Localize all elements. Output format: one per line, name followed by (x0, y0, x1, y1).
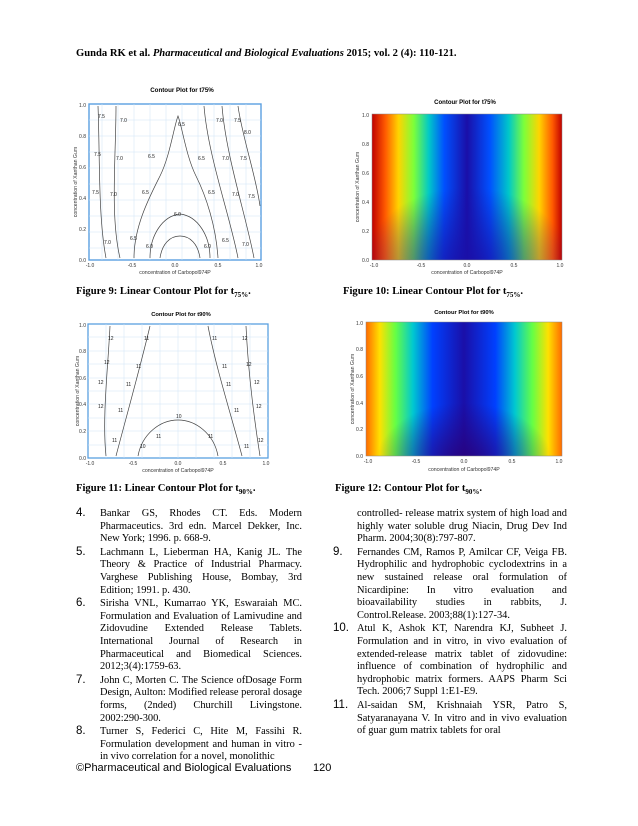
contour-label: 6.5 (130, 236, 137, 242)
y-tick-label: 1.0 (79, 323, 86, 329)
y-tick-label: 0.0 (362, 258, 369, 264)
caption-subscript: 90% (465, 488, 480, 497)
x-tick-label: 0.5 (219, 461, 227, 467)
x-tick-label: -1.0 (369, 263, 379, 269)
x-tick-label: 0.0 (460, 459, 468, 465)
caption-text: Figure 11: Linear Contour Plot for t (76, 483, 239, 494)
reference-number: 10. (333, 622, 349, 635)
figure-12-xlabel: concentration of Carbopol974P (428, 467, 500, 473)
references-left-column (76, 508, 302, 765)
reference-text: Bankar GS, Rhodes CT. Eds. Modern Pharmaceutics. 3rd edn. Marcel Dekker, Inc. New York; 1996. p. 668-9. (100, 508, 302, 545)
contour-label: 7.5 (92, 190, 99, 196)
figure-9-caption (76, 286, 251, 299)
page-number: 120 (313, 762, 332, 774)
contour-label: 12 (258, 438, 264, 444)
figure-11-title: Contour Plot for t90% (151, 312, 211, 318)
contour-label: 11 (244, 444, 250, 450)
figure-9-title: Contour Plot for t75% (150, 87, 214, 94)
contour-label: 12 (242, 336, 248, 342)
footer-copyright: ©Pharmaceutical and Biological Evaluations (76, 762, 292, 774)
x-tick-label: 1.0 (555, 459, 563, 465)
contour-label: 6.5 (208, 190, 215, 196)
caption-subscript: 90% (238, 488, 253, 497)
contour-label: 12 (98, 404, 104, 410)
x-tick-label: 0.0 (463, 263, 471, 269)
reference-text: Sirisha VNL, Kumarrao YK, Eswaraiah MC. Formulation and Evaluation of Lamivudine and Zidovudine Extended Release Tablets. International Journal of Research in Pharmaceutical and Biomedical Sciences. 2012;3(4):1759-63. (100, 598, 302, 673)
figure-9-xlabel: concentration of Carbopol974P (139, 270, 211, 276)
contour-label: 6.5 (148, 154, 155, 160)
contour-label: 6.0 (204, 244, 211, 250)
contour-label: 12 (108, 336, 114, 342)
reference-text: Fernandes CM, Ramos P, Amilcar CF, Veiga FB. Hydrophilic and hydrophobic cyclodextrins in a new sustained release oral formulation of Nicardipine: In vitro evaluation and bioavailability studies in rabbits, J. Control.Release. 2003;88(1):127-34. (357, 546, 567, 621)
figure-10-plot (350, 92, 570, 278)
y-tick-label: 0.4 (79, 196, 86, 202)
contour-label: 7.0 (120, 118, 127, 124)
contour-label: 11 (136, 364, 142, 370)
reference-8-continued (333, 508, 567, 546)
figure-10-ylabel: concentration of Xanthan Gum (355, 151, 361, 223)
y-tick-label: 0.0 (356, 454, 363, 460)
header-authors: Gunda RK et al. (76, 48, 151, 59)
header-issue: 2015; vol. 2 (4): 110-121. (346, 48, 457, 59)
contour-label: 11 (112, 438, 118, 444)
reference-5 (76, 547, 302, 597)
y-tick-label: 0.6 (79, 165, 86, 171)
y-tick-label: 0.8 (362, 142, 369, 148)
figure-10-title: Contour Plot for t75% (434, 100, 496, 106)
figure-12-caption (335, 483, 482, 496)
reference-11 (333, 700, 567, 738)
y-tick-label: 0.8 (356, 347, 363, 353)
contour-label: 7.0 (232, 192, 239, 198)
contour-label: 6.0 (174, 212, 181, 218)
contour-label: 7.5 (234, 118, 241, 124)
contour-label: 6.0 (146, 244, 153, 250)
contour-label: 7.0 (110, 192, 117, 198)
y-tick-label: 1.0 (79, 103, 86, 109)
contour-label: 11 (208, 434, 214, 440)
contour-label: 11 (222, 364, 228, 370)
figure-12-title: Contour Plot for t90% (434, 310, 494, 316)
y-tick-label: 0.6 (79, 376, 86, 382)
contour-label: 7.0 (242, 242, 249, 248)
y-tick-label: 0.8 (79, 349, 86, 355)
x-tick-label: -0.5 (128, 461, 138, 467)
contour-label: 7.0 (216, 118, 223, 124)
y-tick-label: 1.0 (362, 113, 369, 119)
figure-10-yticks (362, 113, 369, 264)
reference-4 (76, 508, 302, 546)
caption-subscript: 75% (506, 291, 521, 300)
x-tick-label: -0.5 (416, 263, 426, 269)
contour-label: 7.5 (94, 152, 101, 158)
figure-12-shade (366, 322, 562, 456)
figure-11-caption (76, 483, 255, 496)
caption-suffix: . (252, 483, 256, 494)
contour-label: 11 (226, 382, 232, 388)
running-header (76, 48, 457, 59)
contour-label: 12 (98, 380, 104, 386)
figure-10-shade (372, 114, 562, 260)
contour-label: 11 (234, 408, 240, 414)
reference-number: 5. (76, 545, 86, 558)
figure-12-xticks (364, 459, 563, 465)
caption-text: Figure 10: Linear Contour Plot for t (343, 286, 507, 297)
figure-10-xlabel: concentration of Carbopol974P (431, 270, 503, 276)
contour-label: 6.5 (198, 156, 205, 162)
figure-12-ylabel: concentration of Xanthan Gum (350, 353, 356, 425)
x-tick-label: -0.5 (411, 459, 421, 465)
header-journal: Pharmaceutical and Biological Evaluations (152, 48, 344, 59)
caption-text: Figure 12: Contour Plot for t (335, 483, 466, 494)
figure-10-xticks (370, 263, 564, 269)
contour-label: 8.0 (244, 130, 251, 136)
reference-7 (76, 675, 302, 725)
figure-9-plot (70, 76, 280, 276)
caption-text: Figure 9: Linear Contour Plot for t (76, 286, 235, 297)
contour-label: 6.5 (178, 122, 185, 128)
x-tick-label: 0.5 (510, 263, 518, 269)
x-tick-label: 0.0 (171, 263, 179, 269)
x-tick-label: -1.0 (85, 263, 95, 269)
x-tick-label: 1.0 (255, 263, 263, 269)
caption-subscript: 75% (234, 291, 249, 300)
contour-label: 6.5 (142, 190, 149, 196)
contour-label: 12 (256, 404, 262, 410)
y-tick-label: 0.0 (79, 456, 86, 462)
reference-6 (76, 598, 302, 674)
contour-label: 7.5 (248, 194, 255, 200)
figure-11-ylabel: concentration of Xanthan Gum (75, 355, 81, 427)
figure-11-plot (76, 308, 282, 474)
contour-label: 12 (104, 360, 110, 366)
figure-11-xlabel: concentration of Carbopol974P (142, 468, 214, 474)
caption-suffix: . (248, 286, 251, 297)
figure-12 (346, 306, 572, 476)
x-tick-label: -1.0 (363, 459, 373, 465)
caption-suffix: . (479, 483, 483, 494)
x-tick-label: -1.0 (85, 461, 95, 467)
reference-number: 7. (76, 673, 86, 686)
page-footer (76, 762, 332, 774)
y-tick-label: 1.0 (356, 321, 363, 327)
reference-text: Turner S, Federici C, Hite M, Fassihi R. Formulation development and human in vitro - in vivo correlation for a novel, monolithic (100, 726, 302, 763)
figure-10 (350, 92, 570, 278)
contour-label: 11 (212, 336, 218, 342)
references-right-column (333, 508, 567, 739)
y-tick-label: 0.8 (79, 134, 86, 140)
reference-number: 9. (333, 545, 343, 558)
contour-label: 7.5 (240, 156, 247, 162)
reference-text: controlled- release matrix system of high load and highly water soluble drug Niacin, Drug Dev Ind Pharm. 2004;30(8):797-807. (357, 508, 567, 545)
x-tick-label: -0.5 (127, 263, 137, 269)
reference-8 (76, 726, 302, 764)
y-tick-label: 0.4 (356, 401, 363, 407)
figure-12-plot (346, 306, 572, 476)
y-tick-label: 0.4 (362, 200, 369, 206)
contour-label: 11 (156, 434, 162, 440)
y-tick-label: 0.2 (79, 429, 86, 435)
figure-9-xticks (86, 263, 263, 269)
contour-label: 11 (126, 382, 132, 388)
figure-9-ylabel: concentration of Xanthan Gum (73, 146, 79, 218)
contour-label: 7.0 (104, 240, 111, 246)
y-tick-label: 0.2 (362, 229, 369, 235)
y-tick-label: 0.2 (356, 427, 363, 433)
reference-text: Atul K, Ashok KT, Narendra KJ, Subheet J. Formulation and in vitro, in vivo evaluation of extended-release matrix tablet of zidovudine: influence of combination of hydrophilic and hydrophobic matrix formers. AAPS Pharm Sci Tech. 2006;7 Suppl 1:E1-E9. (357, 623, 567, 698)
y-tick-label: 0.4 (79, 402, 86, 408)
contour-label: 10 (176, 414, 182, 420)
reference-10 (333, 623, 567, 699)
figure-11 (76, 308, 282, 474)
y-tick-label: 0.6 (356, 374, 363, 380)
reference-number: 4. (76, 507, 86, 519)
x-tick-label: 0.0 (174, 461, 182, 467)
contour-label: 7.0 (116, 156, 123, 162)
contour-label: 7.5 (98, 114, 105, 120)
reference-9 (333, 547, 567, 623)
x-tick-label: 0.5 (508, 459, 516, 465)
x-tick-label: 1.0 (556, 263, 564, 269)
y-tick-label: 0.0 (79, 258, 86, 264)
reference-number: 8. (76, 725, 86, 738)
figure-12-yticks (356, 321, 363, 460)
contour-label: 12 (246, 362, 252, 368)
contour-label: 11 (144, 336, 150, 342)
x-tick-label: 0.5 (214, 263, 222, 269)
contour-label: 10 (140, 444, 146, 450)
figure-9 (70, 76, 280, 276)
y-tick-label: 0.2 (79, 227, 86, 233)
contour-label: 7.0 (222, 156, 229, 162)
reference-number: 6. (76, 597, 86, 610)
y-tick-label: 0.6 (362, 171, 369, 177)
caption-suffix: . (520, 286, 524, 297)
contour-label: 12 (254, 380, 260, 386)
figure-9-yticks (79, 103, 86, 264)
reference-text: John C, Morten C. The Science ofDosage Form Design, Aulton: Modified release peroral dosage forms, (2nded) Churchill Livingstone. 2002:290-300. (100, 674, 302, 724)
reference-text: Al-saidan SM, Krishnaiah YSR, Patro S, Satyaranayana V. In vitro and in vivo evaluation of guar gum matrix tablets for oral (357, 699, 567, 737)
reference-number: 11. (333, 698, 349, 711)
x-tick-label: 1.0 (262, 461, 270, 467)
figure-11-xticks (86, 461, 270, 467)
figure-10-caption (343, 286, 523, 299)
reference-text: Lachmann L, Lieberman HA, Kanig JL. The Theory & Practice of Industrial Pharmacy. Varghese Publishing House, Bombay, 3rd Edition; 1991. p. 430. (100, 546, 302, 596)
contour-label: 6.5 (222, 238, 229, 244)
contour-label: 11 (118, 408, 124, 414)
